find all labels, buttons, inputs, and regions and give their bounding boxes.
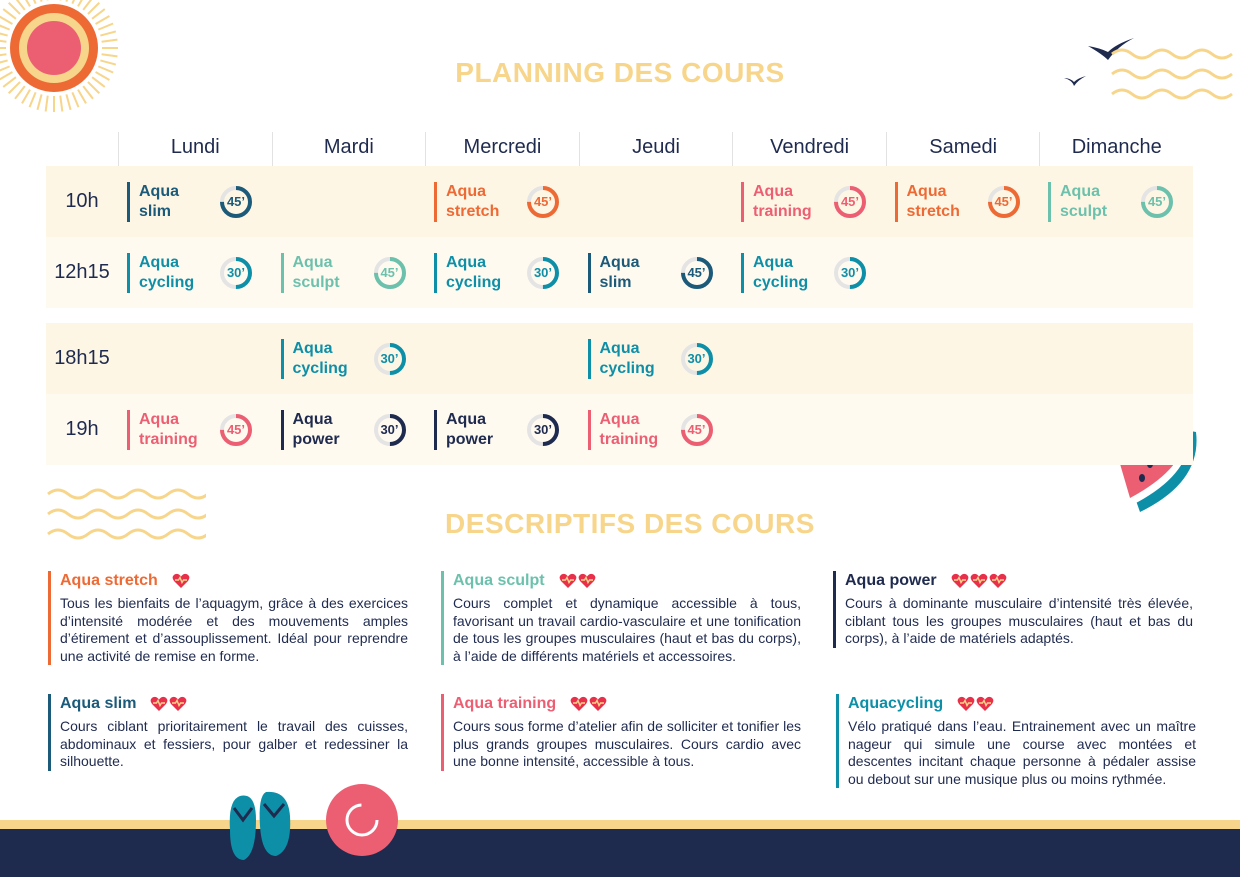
duration-label: 30’ xyxy=(380,350,399,366)
duration-label: 45’ xyxy=(1147,193,1167,209)
intensity-hearts xyxy=(559,573,596,589)
schedule-cell xyxy=(272,394,426,465)
class-name-line1: Aqua xyxy=(139,253,179,271)
course-text: Tous les bienfaits de l’aquagym, grâce à des exercices d’intensité modérée et des mouvements amples d’étirement et d’assouplissement. Idéal pour reprendre une activité de remise en forme. xyxy=(60,595,408,664)
duration-badge xyxy=(219,256,253,290)
duration-badge xyxy=(526,413,560,447)
course-text: Cours à dominante musculaire d’intensité très élevée, ciblant tous les groupes musculaires (haut et bas du corps), à l’aide de matériels adaptés. xyxy=(845,595,1193,646)
class-slot[interactable] xyxy=(1048,182,1174,222)
schedule-row xyxy=(46,166,1193,237)
class-name xyxy=(588,410,680,450)
course-heading xyxy=(453,571,801,591)
schedule-cell xyxy=(579,166,733,237)
course-description xyxy=(833,571,1193,648)
class-slot[interactable] xyxy=(434,182,560,222)
schedule-cell xyxy=(732,166,886,237)
schedule-cell xyxy=(579,323,733,394)
schedule-row xyxy=(46,237,1193,308)
heart-icon xyxy=(169,696,187,712)
duration-badge xyxy=(373,413,407,447)
class-name-line1: Aqua xyxy=(599,253,640,271)
class-slot[interactable] xyxy=(588,253,714,293)
schedule-cell xyxy=(732,323,886,394)
class-slot[interactable] xyxy=(434,410,560,450)
class-name xyxy=(895,182,987,222)
class-name-line1: Aqua xyxy=(446,253,486,271)
schedule-row xyxy=(46,323,1193,394)
schedule-cell xyxy=(118,323,272,394)
duration-label: 30’ xyxy=(533,264,553,280)
heart-icon xyxy=(951,573,969,589)
class-slot[interactable] xyxy=(434,253,560,293)
duration-badge xyxy=(526,256,560,290)
schedule-cell xyxy=(425,323,579,394)
class-name-line1: Aqua xyxy=(599,410,640,428)
schedule-cell xyxy=(425,237,579,308)
class-slot[interactable] xyxy=(281,339,407,379)
schedule-cell xyxy=(1039,166,1193,237)
class-name-line2: slim xyxy=(599,273,632,291)
heart-icon xyxy=(559,573,577,589)
schedule-cell xyxy=(886,394,1040,465)
class-name-line1: Aqua xyxy=(1060,182,1100,200)
class-name-line2: stretch xyxy=(446,202,500,220)
schedule-cell xyxy=(579,237,733,308)
class-name xyxy=(127,253,219,293)
day-header: Samedi xyxy=(886,132,1040,166)
intensity-hearts xyxy=(150,696,187,712)
duration-badge xyxy=(680,342,714,376)
course-name: Aqua power xyxy=(845,572,937,589)
course-name: Aqua training xyxy=(453,695,557,712)
duration-badge xyxy=(219,413,253,447)
duration-label: 45’ xyxy=(687,421,706,437)
course-description xyxy=(441,694,801,771)
duration-label: 30’ xyxy=(533,421,553,437)
class-name-line2: training xyxy=(753,202,812,220)
class-name-line1: Aqua xyxy=(753,253,793,271)
footer-bar xyxy=(0,829,1240,877)
course-text: Cours complet et dynamique accessible à tous, favorisant un travail cardio-vasculaire et une tonification de tous les groupes musculaires (haut et bas du corps), à l’aide de différents matériels et accessoires. xyxy=(453,595,801,664)
duration-label: 45’ xyxy=(840,193,860,209)
class-slot[interactable] xyxy=(895,182,1021,222)
course-name: Aqua slim xyxy=(60,695,137,712)
intensity-hearts xyxy=(951,573,1007,589)
schedule-cell xyxy=(118,394,272,465)
class-name xyxy=(281,339,373,379)
class-name-line1: Aqua xyxy=(292,253,333,271)
duration-label: 30’ xyxy=(840,264,860,280)
duration-badge xyxy=(373,256,407,290)
swim-ring-icon xyxy=(325,783,399,857)
time-label: 12h15 xyxy=(54,261,110,283)
class-name xyxy=(588,339,680,379)
duration-label: 45’ xyxy=(226,193,246,209)
schedule-cell xyxy=(272,323,426,394)
schedule-cell xyxy=(886,323,1040,394)
class-name-line1: Aqua xyxy=(753,182,793,200)
schedule-cell xyxy=(425,394,579,465)
class-name-line2: cycling xyxy=(599,359,655,377)
heart-icon xyxy=(578,573,596,589)
heart-icon xyxy=(150,696,168,712)
duration-label: 30’ xyxy=(380,421,399,437)
class-name xyxy=(281,410,373,450)
heart-icon xyxy=(172,573,190,589)
duration-badge xyxy=(219,185,253,219)
course-description xyxy=(48,571,408,665)
course-heading xyxy=(60,694,408,714)
intensity-hearts xyxy=(957,696,994,712)
schedule-row xyxy=(46,394,1193,465)
duration-badge xyxy=(373,342,407,376)
class-name xyxy=(434,410,526,450)
schedule-cell xyxy=(579,394,733,465)
schedule-cell xyxy=(425,166,579,237)
day-header: Lundi xyxy=(118,132,272,166)
day-header: Mardi xyxy=(272,132,426,166)
intensity-hearts xyxy=(172,573,190,589)
schedule-cell xyxy=(272,166,426,237)
course-description xyxy=(836,694,1196,788)
schedule-cell xyxy=(118,237,272,308)
course-text: Cours ciblant prioritairement le travail des cuisses, abdominaux et fessiers, pour galber et redessiner la silhouette. xyxy=(60,718,408,769)
class-name-line1: Aqua xyxy=(446,182,486,200)
class-slot[interactable] xyxy=(588,410,714,450)
course-heading xyxy=(845,571,1193,591)
course-description xyxy=(441,571,801,665)
time-label: 18h15 xyxy=(54,347,110,369)
heart-icon xyxy=(589,696,607,712)
day-header: Vendredi xyxy=(732,132,886,166)
duration-label: 45’ xyxy=(994,193,1013,209)
class-name-line1: Aqua xyxy=(139,410,179,428)
class-name-line2: power xyxy=(292,430,340,448)
class-name-line2: cycling xyxy=(139,273,195,291)
duration-label: 30’ xyxy=(226,264,246,280)
class-name-line2: cycling xyxy=(292,359,348,377)
class-name-line1: Aqua xyxy=(292,339,333,357)
schedule-cell xyxy=(1039,237,1193,308)
duration-badge xyxy=(987,185,1021,219)
class-name-line1: Aqua xyxy=(446,410,486,428)
schedule-cell xyxy=(118,166,272,237)
days-header xyxy=(118,132,1193,166)
duration-label: 45’ xyxy=(533,193,553,209)
class-name-line1: Aqua xyxy=(292,410,333,428)
class-name-line2: training xyxy=(599,430,659,448)
class-name xyxy=(127,410,219,450)
descriptions-title: DESCRIPTIFS DES COURS xyxy=(445,508,815,539)
duration-badge xyxy=(680,256,714,290)
class-slot[interactable] xyxy=(281,410,407,450)
class-name-line2: sculpt xyxy=(1060,202,1108,220)
class-name-line2: cycling xyxy=(753,273,809,291)
flip-flops-icon xyxy=(226,790,294,864)
course-text: Vélo pratiqué dans l’eau. Entrainement avec un maître nageur qui simule une course avec montées et descentes incitant chaque personne à pédaler assise ou debout sur une musique plus ou moins rythmée. xyxy=(848,718,1196,787)
schedule-cell xyxy=(732,394,886,465)
heart-icon xyxy=(976,696,994,712)
class-slot[interactable] xyxy=(127,182,253,222)
schedule-cell xyxy=(1039,394,1193,465)
planning-title: PLANNING DES COURS xyxy=(455,57,785,88)
course-name: Aquacycling xyxy=(848,695,944,712)
time-label: 10h xyxy=(65,190,99,212)
duration-badge xyxy=(833,256,867,290)
duration-label: 45’ xyxy=(687,264,706,280)
class-name-line2: stretch xyxy=(906,202,960,220)
course-heading xyxy=(848,694,1196,714)
duration-label: 30’ xyxy=(687,350,706,366)
duration-label: 45’ xyxy=(226,421,246,437)
course-heading xyxy=(453,694,801,714)
class-name-line2: sculpt xyxy=(292,273,340,291)
duration-badge xyxy=(680,413,714,447)
class-name-line1: Aqua xyxy=(139,182,179,200)
duration-badge xyxy=(833,185,867,219)
schedule-cell xyxy=(886,166,1040,237)
heart-icon xyxy=(957,696,975,712)
class-name-line2: slim xyxy=(139,202,172,220)
class-slot[interactable] xyxy=(281,253,407,293)
time-label: 19h xyxy=(65,418,99,440)
class-name xyxy=(741,182,833,222)
class-name-line2: power xyxy=(446,430,494,448)
course-name: Aqua stretch xyxy=(60,572,158,589)
class-slot[interactable] xyxy=(588,339,714,379)
class-name xyxy=(434,253,526,293)
class-slot[interactable] xyxy=(127,410,253,450)
duration-badge xyxy=(1140,185,1174,219)
heart-icon xyxy=(989,573,1007,589)
course-text: Cours sous forme d’atelier afin de solliciter et tonifier les plus grands groupes musculaires. Cours cardio avec une bonne intensité, accessible à tous. xyxy=(453,718,801,769)
class-name-line2: training xyxy=(139,430,198,448)
heart-icon xyxy=(570,696,588,712)
class-name-line1: Aqua xyxy=(599,339,640,357)
course-name: Aqua sculpt xyxy=(453,572,545,589)
class-name-line2: cycling xyxy=(446,273,502,291)
schedule-cell xyxy=(886,237,1040,308)
class-name xyxy=(588,253,680,293)
class-name xyxy=(281,253,373,293)
schedule-cell xyxy=(1039,323,1193,394)
class-name xyxy=(127,182,219,222)
duration-badge xyxy=(526,185,560,219)
footer-stripe xyxy=(0,820,1240,829)
heart-icon xyxy=(970,573,988,589)
class-slot[interactable] xyxy=(127,253,253,293)
class-name xyxy=(1048,182,1140,222)
course-heading xyxy=(60,571,408,591)
schedule-cell xyxy=(732,237,886,308)
class-name-line1: Aqua xyxy=(906,182,947,200)
course-description xyxy=(48,694,408,771)
duration-label: 45’ xyxy=(380,264,399,280)
day-header: Jeudi xyxy=(579,132,733,166)
schedule-cell xyxy=(272,237,426,308)
class-slot[interactable] xyxy=(741,182,867,222)
day-header: Mercredi xyxy=(425,132,579,166)
intensity-hearts xyxy=(570,696,607,712)
class-slot[interactable] xyxy=(741,253,867,293)
day-header: Dimanche xyxy=(1039,132,1193,166)
class-name xyxy=(434,182,526,222)
class-name xyxy=(741,253,833,293)
